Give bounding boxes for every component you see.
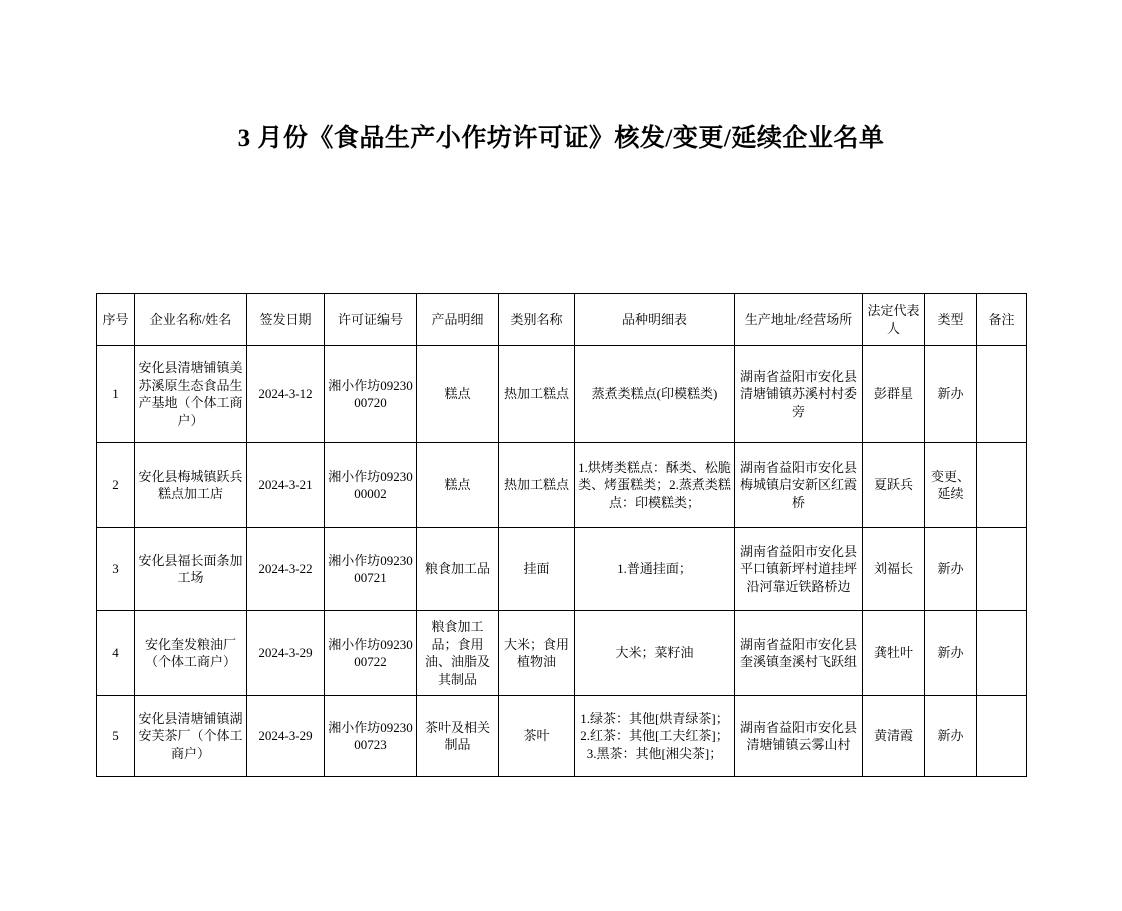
cell-type: 新办 [925, 696, 977, 777]
column-header-product: 产品明细 [417, 294, 499, 346]
cell-no: 1 [97, 346, 135, 443]
cell-license: 湘小作坊0923000721 [325, 528, 417, 611]
table-row [97, 696, 1027, 777]
table-header-row [97, 294, 1027, 346]
column-header-no: 序号 [97, 294, 135, 346]
cell-product: 糕点 [417, 346, 499, 443]
cell-category: 挂面 [499, 528, 575, 611]
cell-address: 湖南省益阳市安化县梅城镇启安新区红霞桥 [735, 443, 863, 528]
column-header-category: 类别名称 [499, 294, 575, 346]
cell-license: 湘小作坊0923000720 [325, 346, 417, 443]
cell-type: 新办 [925, 528, 977, 611]
cell-detail: 1.普通挂面； [575, 528, 735, 611]
cell-product: 茶叶及相关制品 [417, 696, 499, 777]
cell-name: 安化县清塘铺镇湖安芙茶厂（个体工商户） [135, 696, 247, 777]
cell-address: 湖南省益阳市安化县奎溪镇奎溪村飞跃组 [735, 611, 863, 696]
cell-license: 湘小作坊0923000002 [325, 443, 417, 528]
cell-remark [977, 611, 1027, 696]
column-header-address: 生产地址/经营场所 [735, 294, 863, 346]
cell-detail: 1.烘烤类糕点：酥类、松脆类、烤蛋糕类；2.蒸煮类糕点：印模糕类； [575, 443, 735, 528]
cell-no: 4 [97, 611, 135, 696]
table-row [97, 346, 1027, 443]
cell-date: 2024-3-12 [247, 346, 325, 443]
table-container [96, 293, 1026, 777]
cell-category: 热加工糕点 [499, 443, 575, 528]
cell-legal: 夏跃兵 [863, 443, 925, 528]
cell-type: 新办 [925, 346, 977, 443]
enterprise-license-table [96, 293, 1027, 777]
page-title: 3 月份《食品生产小作坊许可证》核发/变更/延续企业名单 [237, 125, 885, 152]
cell-license: 湘小作坊0923000723 [325, 696, 417, 777]
cell-category: 大米；食用植物油 [499, 611, 575, 696]
cell-date: 2024-3-21 [247, 443, 325, 528]
column-header-type: 类型 [925, 294, 977, 346]
cell-product: 粮食加工品 [417, 528, 499, 611]
column-header-date: 签发日期 [247, 294, 325, 346]
cell-name: 安化县清塘铺镇美苏溪原生态食品生产基地（个体工商户） [135, 346, 247, 443]
cell-detail: 大米；菜籽油 [575, 611, 735, 696]
cell-date: 2024-3-22 [247, 528, 325, 611]
cell-detail: 蒸煮类糕点(印模糕类) [575, 346, 735, 443]
document-page [0, 118, 1122, 911]
cell-legal: 黄清霞 [863, 696, 925, 777]
cell-remark [977, 696, 1027, 777]
cell-name: 安化奎发粮油厂（个体工商户） [135, 611, 247, 696]
cell-legal: 刘福长 [863, 528, 925, 611]
cell-address: 湖南省益阳市安化县清塘铺镇云雾山村 [735, 696, 863, 777]
cell-type: 变更、延续 [925, 443, 977, 528]
cell-no: 5 [97, 696, 135, 777]
cell-product: 粮食加工品；食用油、油脂及其制品 [417, 611, 499, 696]
cell-legal: 龚牡叶 [863, 611, 925, 696]
cell-remark [977, 443, 1027, 528]
cell-product: 糕点 [417, 443, 499, 528]
cell-no: 3 [97, 528, 135, 611]
cell-license: 湘小作坊0923000722 [325, 611, 417, 696]
column-header-legal: 法定代表人 [863, 294, 925, 346]
cell-address: 湖南省益阳市安化县平口镇新坪村道挂坪沿河靠近铁路桥边 [735, 528, 863, 611]
cell-category: 热加工糕点 [499, 346, 575, 443]
table-row [97, 528, 1027, 611]
cell-legal: 彭群星 [863, 346, 925, 443]
cell-date: 2024-3-29 [247, 611, 325, 696]
column-header-detail: 品种明细表 [575, 294, 735, 346]
cell-name: 安化县梅城镇跃兵糕点加工店 [135, 443, 247, 528]
column-header-license: 许可证编号 [325, 294, 417, 346]
cell-remark [977, 528, 1027, 611]
cell-no: 2 [97, 443, 135, 528]
column-header-remark: 备注 [977, 294, 1027, 346]
cell-address: 湖南省益阳市安化县清塘铺镇苏溪村村委旁 [735, 346, 863, 443]
table-row [97, 611, 1027, 696]
cell-remark [977, 346, 1027, 443]
table-row [97, 443, 1027, 528]
column-header-name: 企业名称/姓名 [135, 294, 247, 346]
cell-type: 新办 [925, 611, 977, 696]
cell-name: 安化县福长面条加工场 [135, 528, 247, 611]
cell-date: 2024-3-29 [247, 696, 325, 777]
cell-category: 茶叶 [499, 696, 575, 777]
cell-detail: 1.绿茶：其他[烘青绿茶]；2.红茶：其他[工夫红茶]；3.黑茶：其他[湘尖茶]； [575, 696, 735, 777]
